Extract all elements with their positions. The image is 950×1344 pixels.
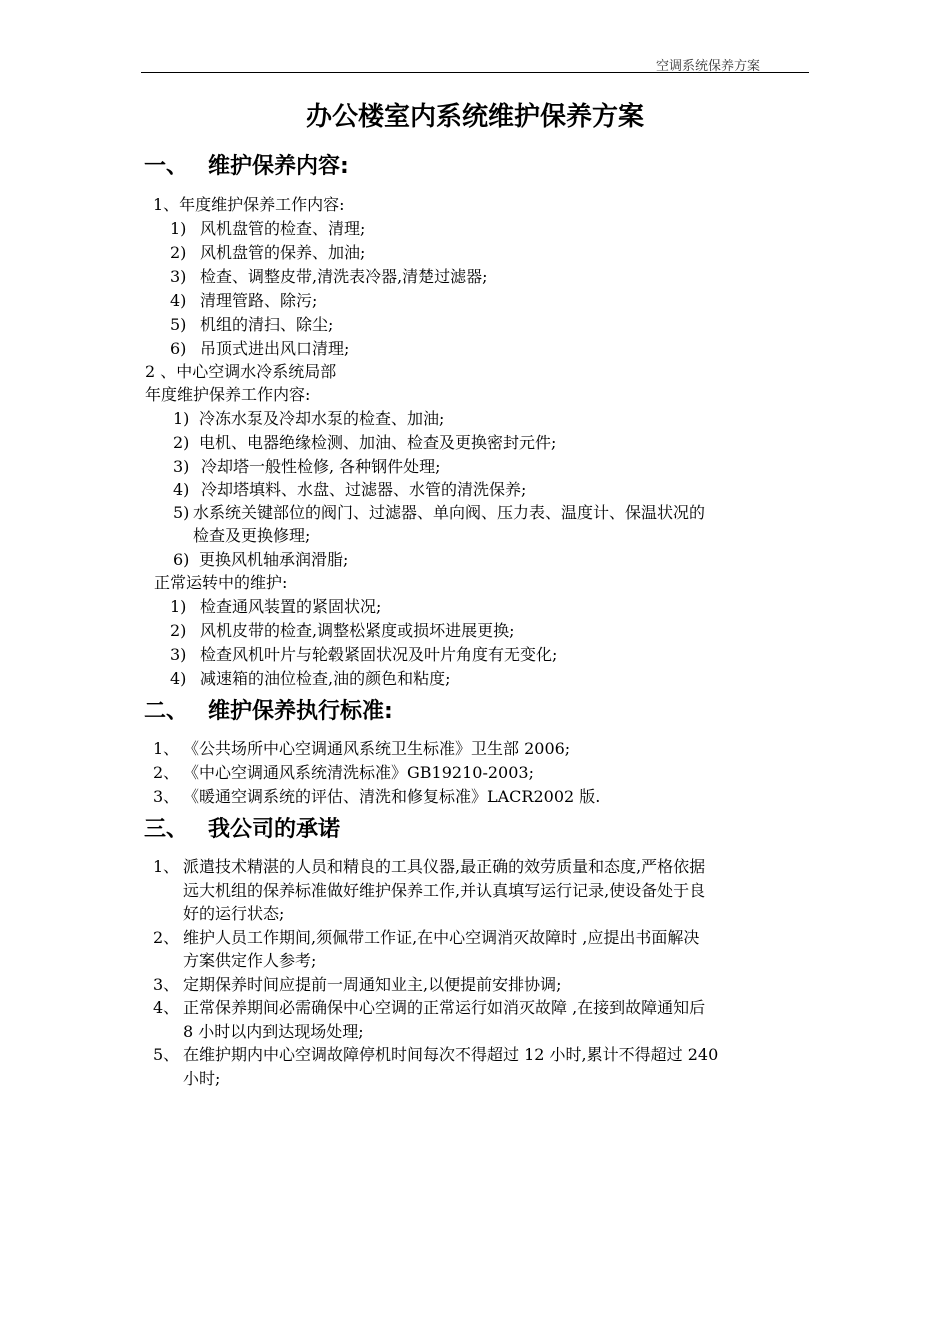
item-number: 4、 [153,998,180,1017]
item-text: 检查风机叶片与轮毂紧固状况及叶片角度有无变化; [200,645,558,664]
list-item [170,217,365,241]
item-text: 维护人员工作期间,须佩带工作证,在中心空调消灭故障时 ,应提出书面解决 [183,928,700,947]
item-continuation: 远大机组的保养标准做好维护保养工作,并认真填写运行记录,使设备处于良 [183,881,706,900]
item-number: 4) [170,669,187,688]
item-continuation: 8 小时以内到达现场处理; [183,1022,364,1041]
item-text: 冷却塔一般性检修, 各种钢件处理; [201,457,441,476]
list-item [173,455,441,479]
item-text: 减速箱的油位检查,油的颜色和粘度; [200,669,451,688]
item-number: 4) [173,480,190,499]
list-item [170,313,333,337]
list-item [170,289,317,313]
section-title: 我公司的承诺 [208,817,341,842]
item-number: 3) [170,645,187,664]
item-number: 2) [170,621,187,640]
list-item [153,785,600,809]
list-item [153,1043,718,1067]
item-number: 2) [173,433,190,452]
section-heading-2 [144,694,393,725]
item-number: 3、 [153,975,180,994]
list-item [170,667,450,691]
item-text: 机组的清扫、除尘; [200,315,334,334]
list-item [153,926,699,950]
running-header: 空调系统保养方案 [655,59,760,74]
item-text: 吊顶式进出风口清理; [200,339,350,358]
item-text: 正常保养期间必需确保中心空调的正常运行如消灭故障 ,在接到故障通知后 [183,998,706,1017]
list-item [173,478,526,502]
item-text: 清理管路、除污; [200,291,318,310]
item-number: 5) [170,315,187,334]
item-number: 3) [173,457,190,476]
list-item [153,996,705,1020]
section-number: 二、 [144,699,189,724]
list-item [173,431,556,455]
item-number: 5) [173,503,190,522]
item-number: 6) [170,339,187,358]
item-continuation: 方案供定作人参考; [183,951,317,970]
item-text: 检查通风装置的紧固状况; [200,597,382,616]
list-item [170,265,488,289]
item-number: 3、 [153,787,180,806]
item-continuation: 小时; [183,1069,221,1088]
list-item [153,761,534,785]
list-item [153,855,705,879]
item-text: 检查、调整皮带,清洗表冷器,清楚过滤器; [200,267,488,286]
item-text: 《暖通空调系统的评估、清洗和修复标准》LACR2002 版. [183,787,601,806]
section-title: 维护保养内容: [208,154,349,179]
item-text: 冷冻水泵及冷却水泵的检查、加油; [199,409,445,428]
item-number: 3) [170,267,187,286]
item-text: 派遣技术精湛的人员和精良的工具仪器,最正确的效劳质量和态度,严格依据 [183,857,706,876]
item-number: 1、 [153,857,180,876]
list-item [170,619,514,643]
item-text: 在维护期内中心空调故障停机时间每次不得超过 12 小时,累计不得超过 240 [183,1045,719,1064]
group-subtitle: 年度维护保养工作内容: [145,385,311,404]
item-number: 1) [170,597,187,616]
group-title: 2 、中心空调水冷系统局部 [145,362,337,381]
item-text: 《公共场所中心空调通风系统卫生标准》卫生部 2006; [183,739,571,758]
item-text: 冷却塔填料、水盘、过滤器、水管的清洗保养; [201,480,527,499]
item-number: 2) [170,243,187,262]
item-text: 更换风机轴承润滑脂; [199,550,349,569]
list-item [170,595,381,619]
section-heading-3 [144,812,340,843]
item-text: 风机盘管的检查、清理; [200,219,366,238]
item-number: 2、 [153,763,180,782]
section-number: 三、 [144,817,189,842]
list-item [170,337,349,361]
section-heading-1 [144,149,349,180]
item-continuation: 好的运行状态; [183,904,285,923]
item-number: 1) [173,409,190,428]
item-number: 5、 [153,1045,180,1064]
list-item [173,548,348,572]
item-text: 《中心空调通风系统清洗标准》GB19210-2003; [183,763,534,782]
section-number: 一、 [144,154,189,179]
list-item [173,407,444,431]
item-number: 6) [173,550,190,569]
group-title: 1、年度维护保养工作内容: [153,195,345,214]
header-rule [141,72,809,73]
item-number: 1、 [153,739,180,758]
section-title: 维护保养执行标准: [208,699,393,724]
group-title: 正常运转中的维护: [154,573,288,592]
document-title: 办公楼室内系统维护保养方案 [305,102,644,132]
item-text: 水系统关键部位的阀门、过滤器、单向阀、压力表、温度计、保温状况的 [193,503,706,522]
list-item [173,501,705,525]
item-text: 风机皮带的检查,调整松紧度或损坏进展更换; [200,621,515,640]
item-number: 4) [170,291,187,310]
item-text: 风机盘管的保养、加油; [200,243,366,262]
item-continuation: 检查及更换修理; [193,526,311,545]
list-item [153,973,561,997]
list-item [153,737,570,761]
item-number: 2、 [153,928,180,947]
list-item [170,241,365,265]
list-item [170,643,557,667]
item-number: 1) [170,219,187,238]
item-text: 定期保养时间应提前一周通知业主,以便提前安排协调; [183,975,562,994]
item-text: 电机、电器绝缘检测、加油、检查及更换密封元件; [199,433,557,452]
